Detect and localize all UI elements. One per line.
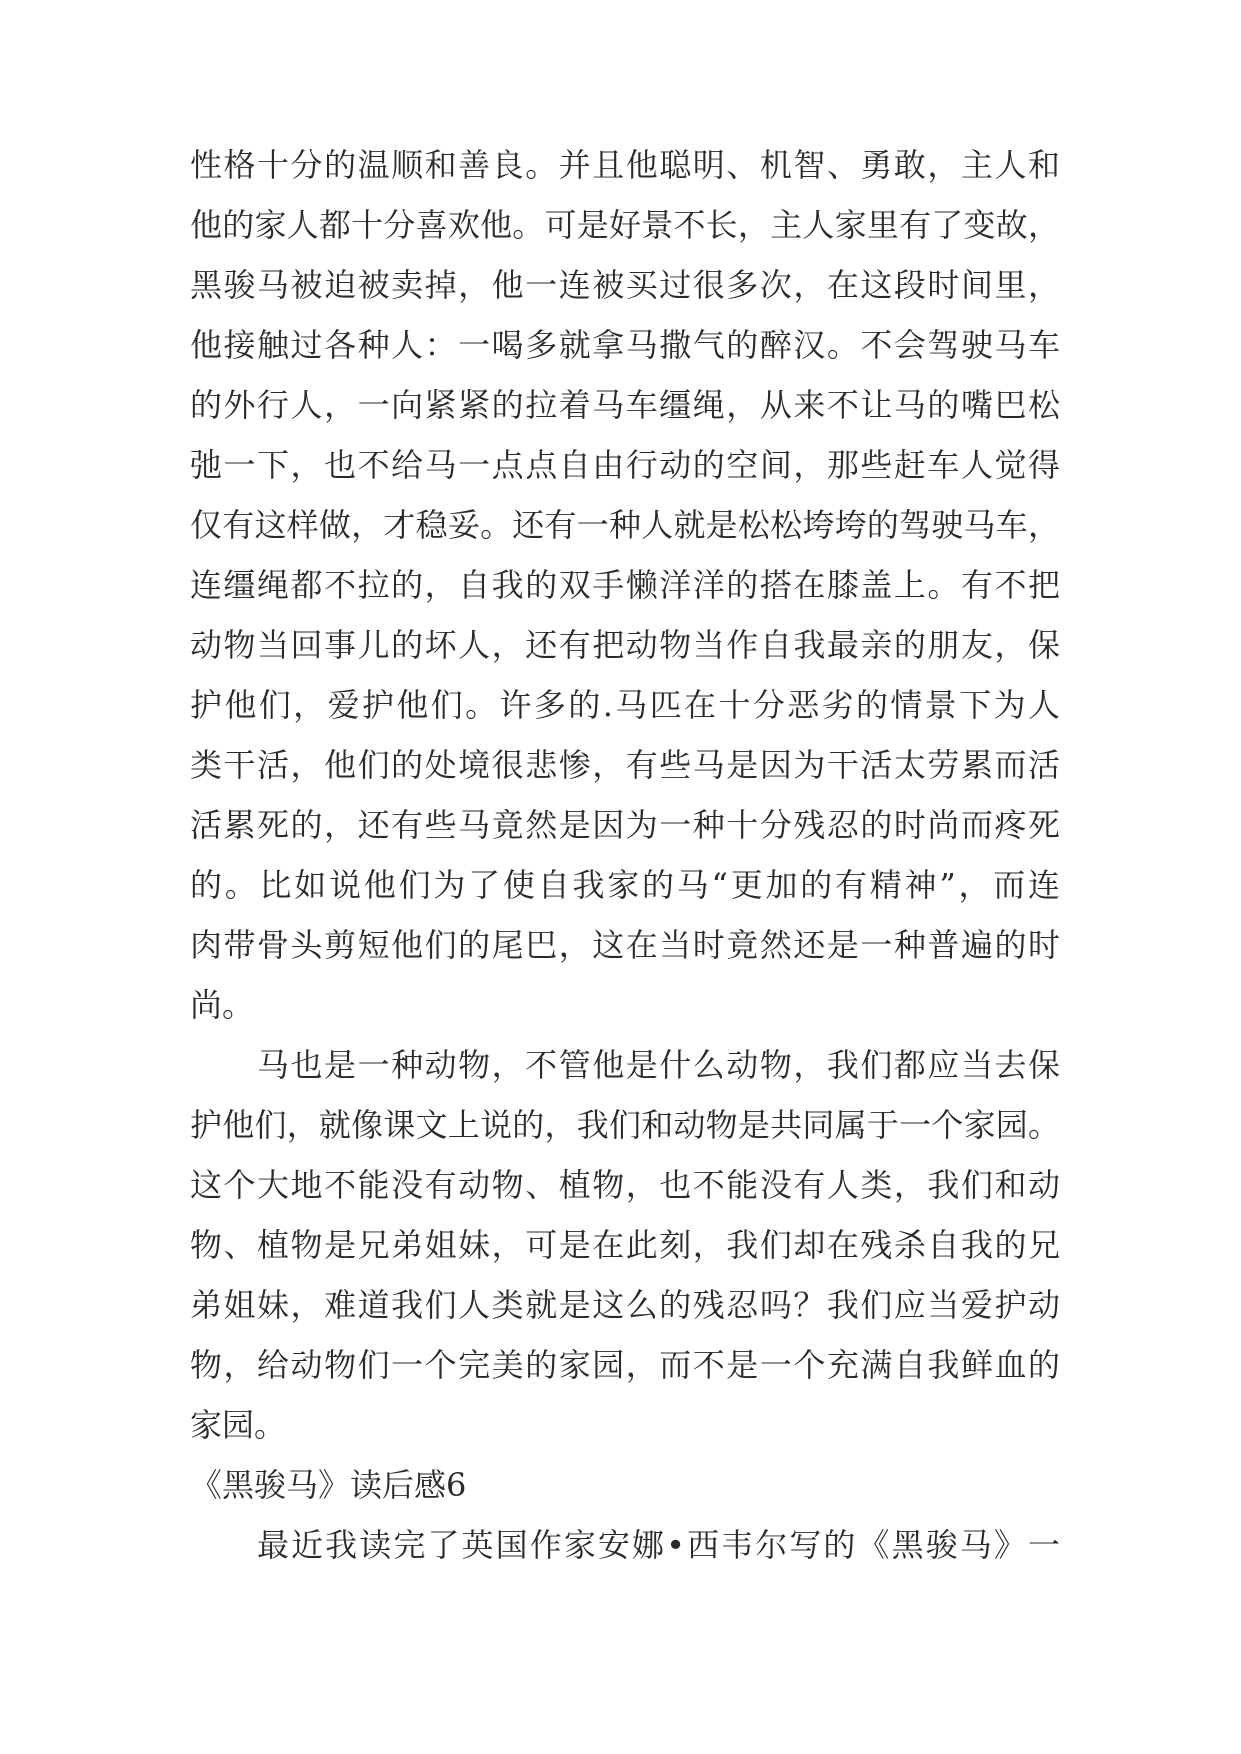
text-line: 动物当回事儿的坏人，还有把动物当作自我最亲的朋友，保	[190, 626, 1060, 664]
text-line: 护他们，就像课文上说的，我们和动物是共同属于一个家园。	[190, 1106, 1060, 1144]
section-heading-block	[190, 1455, 1060, 1515]
text-line: 物、植物是兄弟姐妹，可是在此刻，我们却在残杀自我的兄	[190, 1226, 1060, 1264]
text-line: 类干活，他们的处境很悲惨，有些马是因为干活太劳累而活	[190, 746, 1060, 784]
text-line: 弟姐妹，难道我们人类就是这么的残忍吗？我们应当爱护动	[190, 1286, 1060, 1324]
text-line: 马也是一种动物，不管他是什么动物，我们都应当去保	[257, 1046, 1060, 1084]
text-line: 黑骏马被迫被卖掉，他一连被买过很多次，在这段时间里，	[190, 266, 1060, 304]
text-line: 仅有这样做，才稳妥。还有一种人就是松松垮垮的驾驶马车，	[190, 506, 1060, 544]
text-line: 最近我读完了英国作家安娜•西韦尔写的《黑骏马》一	[257, 1526, 1060, 1564]
text-line: 物，给动物们一个完美的家园，而不是一个充满自我鲜血的	[190, 1346, 1060, 1384]
text-line: 他的家人都十分喜欢他。可是好景不长，主人家里有了变故，	[190, 206, 1060, 244]
text-line: 这个大地不能没有动物、植物，也不能没有人类，我们和动	[190, 1166, 1060, 1204]
text-line: 活累死的，还有些马竟然是因为一种十分残忍的时尚而疼死	[190, 806, 1060, 844]
paragraph-1	[190, 135, 1060, 1035]
text-line: 尚。	[190, 986, 255, 1024]
text-line: 的。比如说他们为了使自我家的马“更加的有精神”，而连	[190, 866, 1060, 904]
section-heading: 《黑骏马》读后感6	[190, 1466, 467, 1504]
text-line: 护他们，爱护他们。许多的.马匹在十分恶劣的情景下为人	[190, 686, 1060, 724]
paragraph-2	[190, 1035, 1060, 1455]
text-line: 连缰绳都不拉的，自我的双手懒洋洋的搭在膝盖上。有不把	[190, 566, 1060, 604]
text-line: 弛一下，也不给马一点点自由行动的空间，那些赶车人觉得	[190, 446, 1060, 484]
text-line: 肉带骨头剪短他们的尾巴，这在当时竟然还是一种普遍的时	[190, 926, 1060, 964]
paragraph-3	[190, 1515, 1060, 1575]
text-line: 的外行人，一向紧紧的拉着马车缰绳，从来不让马的嘴巴松	[190, 386, 1060, 424]
text-line: 他接触过各种人：一喝多就拿马撒气的醉汉。不会驾驶马车	[190, 326, 1060, 364]
text-line: 性格十分的温顺和善良。并且他聪明、机智、勇敢，主人和	[190, 146, 1060, 184]
text-line: 家园。	[190, 1406, 287, 1444]
